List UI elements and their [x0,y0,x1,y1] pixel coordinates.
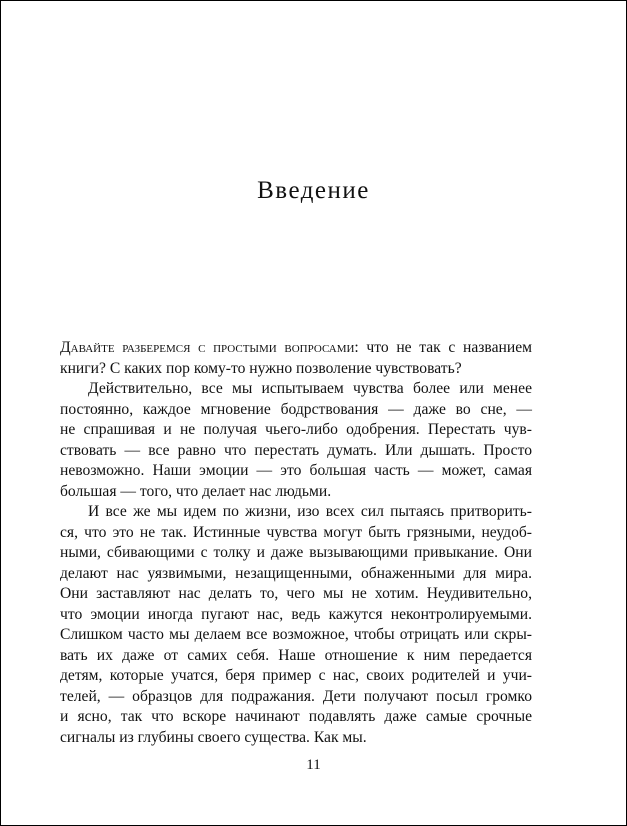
text-line: что эмоции иногда пугают нас, ведь кажутся неконтролируемыми. [60,605,532,623]
text-line: ствовать — все равно что перестать думать. Или дышать. Просто [60,441,532,459]
text-line: сигналы из глубины своего существа. Как мы. [60,728,367,746]
text-line: большая — того, что делает нас людьми. [60,482,332,500]
text-line: Они заставляют нас делать то, чего мы не хотим. Неудивительно, [60,585,532,602]
text-line: и ясно, так что вскоре начинают подавлять даже самые срочные [60,708,532,725]
text-line: вать их даже от самих себя. Наше отношение к ним передается [60,646,532,664]
lead-in-smallcaps: Давайте разберемся с простыми вопросами: [60,339,359,356]
page-number: 11 [306,757,321,773]
text-line-segment: что не так с названием [358,339,532,356]
text-line: ся, что это не так. Истинные чувства могут быть грязными, неудоб- [60,523,532,541]
paragraph-1 [60,338,532,379]
text-line: Слишком часто мы делаем все возможное, чтобы отрицать или скры- [60,626,532,643]
text-line: ными, сбивающими с толку и даже вызывающими привыкание. Они [60,544,532,561]
text-line: И все же мы идем по жизни, изо всех сил пытаясь притворить- [88,503,532,520]
text-line: детям, которые учатся, беря пример с нас, своих родителей и учи- [60,667,532,684]
text-line: невозможно. Наши эмоции — это большая часть — может, самая [60,462,532,479]
paragraph-2 [60,379,532,502]
chapter-title: Введение [257,177,370,204]
text-line: делают нас уязвимыми, незащищенными, обнаженными для мира. [60,564,532,582]
text-line: постоянно, каждое мгновение бодрствования — даже во сне, — [60,400,532,418]
text-line: книги? С каких пор кому-то нужно позволение чувствовать? [60,359,462,377]
text-line: телей, — образцов для подражания. Дети получают посыл громко [60,687,532,705]
text-line [60,338,532,359]
text-line: Действительно, все мы испытываем чувства более или менее [88,380,532,397]
paragraph-3 [60,502,532,748]
body-text [60,338,532,748]
text-line: не спрашивая и не получая чьего-либо одобрения. Перестать чув- [60,421,532,438]
